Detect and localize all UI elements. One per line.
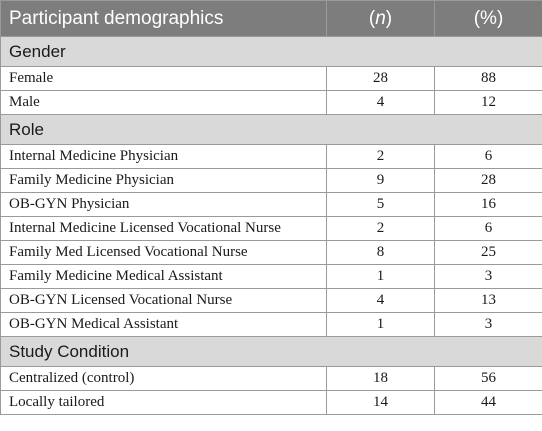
row-n: 2 [327,217,435,241]
row-n: 18 [327,367,435,391]
table-row [1,145,542,169]
row-percent: 6 [435,217,542,241]
section-row-study-condition [1,337,542,367]
header-n-variable: n [375,7,386,29]
row-label: Female [1,67,327,91]
row-label: Male [1,91,327,115]
row-n: 8 [327,241,435,265]
row-n: 4 [327,289,435,313]
table-row [1,169,542,193]
table-row [1,265,542,289]
table-row [1,313,542,337]
row-percent: 88 [435,67,542,91]
row-label: Centralized (control) [1,367,327,391]
row-n: 4 [327,91,435,115]
row-percent: 25 [435,241,542,265]
row-n: 1 [327,313,435,337]
row-n: 14 [327,391,435,415]
table-row [1,367,542,391]
row-percent: 56 [435,367,542,391]
table-row [1,67,542,91]
row-percent: 12 [435,91,542,115]
header-n-open: ( [368,7,376,29]
header-participant-demographics: Participant demographics [1,1,327,37]
section-title: Role [1,115,542,145]
row-n: 1 [327,265,435,289]
row-percent: 44 [435,391,542,415]
row-label: Family Medicine Medical Assistant [1,265,327,289]
header-n-close: ) [385,7,393,29]
table-row [1,391,542,415]
section-row-role [1,115,542,145]
row-n: 9 [327,169,435,193]
header-row [1,1,542,37]
section-title: Study Condition [1,337,542,367]
row-label: Internal Medicine Licensed Vocational Nurse [1,217,327,241]
row-percent: 3 [435,313,542,337]
row-percent: 3 [435,265,542,289]
row-n: 2 [327,145,435,169]
row-label: Internal Medicine Physician [1,145,327,169]
section-title: Gender [1,37,542,67]
table-row [1,217,542,241]
table-row [1,91,542,115]
header-n [327,1,435,37]
header-percent: (%) [435,1,542,37]
table-row [1,289,542,313]
row-percent: 6 [435,145,542,169]
row-n: 5 [327,193,435,217]
row-percent: 28 [435,169,542,193]
row-label: Family Medicine Physician [1,169,327,193]
row-label: OB-GYN Medical Assistant [1,313,327,337]
section-row-gender [1,37,542,67]
row-label: Locally tailored [1,391,327,415]
table-row [1,241,542,265]
row-label: OB-GYN Licensed Vocational Nurse [1,289,327,313]
table-row [1,193,542,217]
row-n: 28 [327,67,435,91]
row-percent: 16 [435,193,542,217]
row-percent: 13 [435,289,542,313]
row-label: OB-GYN Physician [1,193,327,217]
row-label: Family Med Licensed Vocational Nurse [1,241,327,265]
